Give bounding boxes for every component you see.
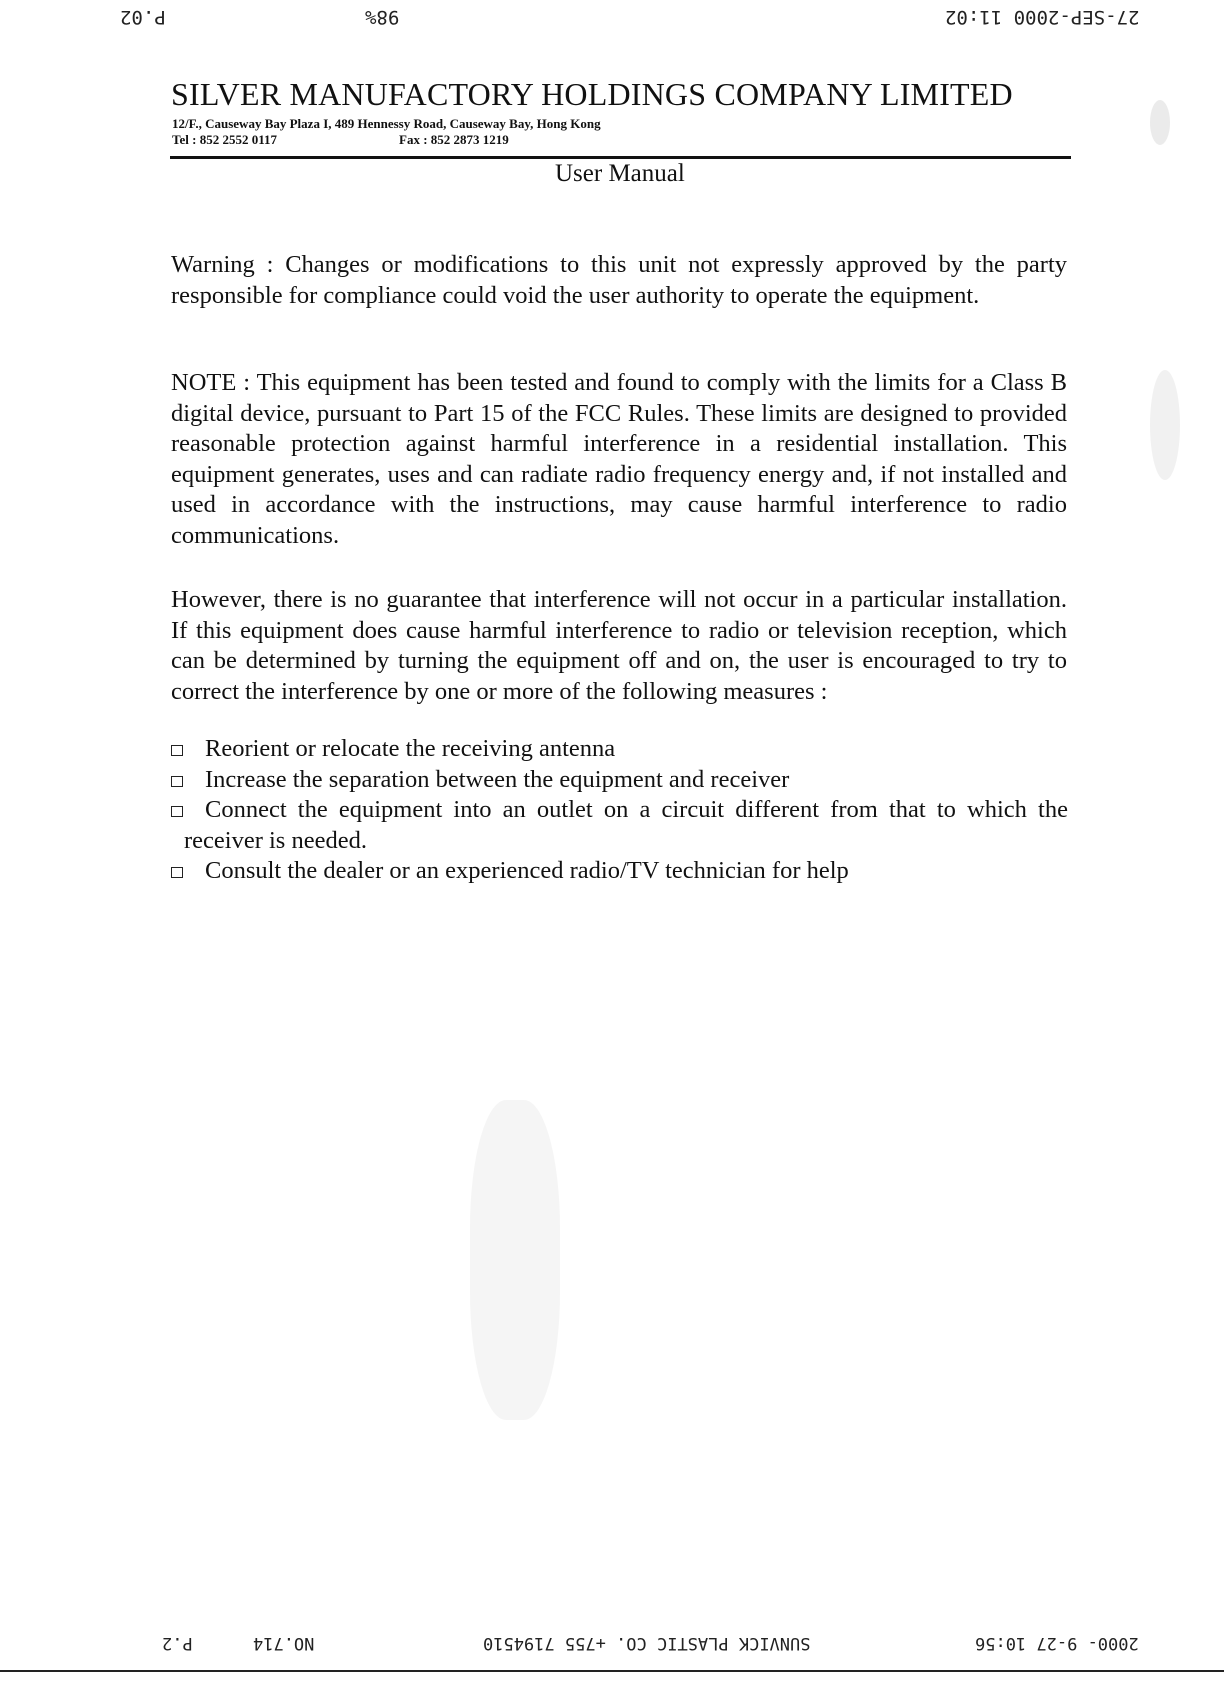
list-item [168,795,1068,856]
scan-noise [1150,370,1180,480]
fax-header-datetime: 27-SEP-2000 11:02 [945,6,1140,28]
checkbox-square-icon [171,776,183,787]
checkbox-square-icon [171,745,183,756]
list-item [168,856,1068,887]
fax-footer-number: NO.714 [253,1633,315,1653]
checkbox-square-icon [171,867,183,878]
company-name: SILVER MANUFACTORY HOLDINGS COMPANY LIMITED [171,76,1013,112]
measures-list [168,734,1068,887]
note-paragraph: NOTE : This equipment has been tested and found to comply with the limits for a Class B digital device, pursuant to Part 15 of the FCC Rules. These limits are designed to provided reasonable protection against harmful interference in a residential installation. This equipment generates, uses and can radiate radio frequency energy and, if not installed and used in accordance with the instructions, may cause harmful interference to radio communications. [171,369,1067,549]
fax-footer-rule [0,1670,1224,1672]
however-paragraph: However, there is no guarantee that interference will not occur in a particular installation. If this equipment does cause harmful interference to radio or television reception, which can be determined by turning the equipment off and on, the user is encouraged to try to correct the interference by one or more of the following measures : [171,586,1067,705]
checkbox-square-icon [171,806,183,817]
measure-text: Increase the separation between the equipment and receiver [205,765,790,793]
fax-footer-datetime: 2000- 9-27 10:56 [975,1633,1139,1653]
list-item [168,765,1068,796]
fax-header-percent: 98% [365,6,400,28]
measure-text: Reorient or relocate the receiving antenna [205,735,616,762]
fax-header-page: P.02 [120,6,166,28]
fax-footer-page: P.2 [162,1633,193,1653]
company-fax: Fax : 852 2873 1219 [399,132,509,147]
warning-paragraph: Warning : Changes or modifications to this unit not expressly approved by the party responsible for compliance could void the user authority to operate the equipment. [171,251,1067,309]
company-address: 12/F., Causeway Bay Plaza I, 489 Hennessy Road, Causeway Bay, Hong Kong [172,116,601,131]
document-title: User Manual [555,160,685,187]
list-item [168,734,1068,765]
measure-text: Connect the equipment into an outlet on a circuit different from that to which the receiver is needed. [184,796,1068,854]
company-tel: Tel : 852 2552 0117 [172,132,277,147]
scan-noise [470,1100,560,1420]
letterhead-divider [170,156,1071,159]
scan-noise [1150,100,1170,145]
measure-text: Consult the dealer or an experienced radio/TV technician for help [205,857,849,884]
fax-footer-sender: SUNVICK PLASTIC CO. +755 7194510 [483,1633,811,1653]
